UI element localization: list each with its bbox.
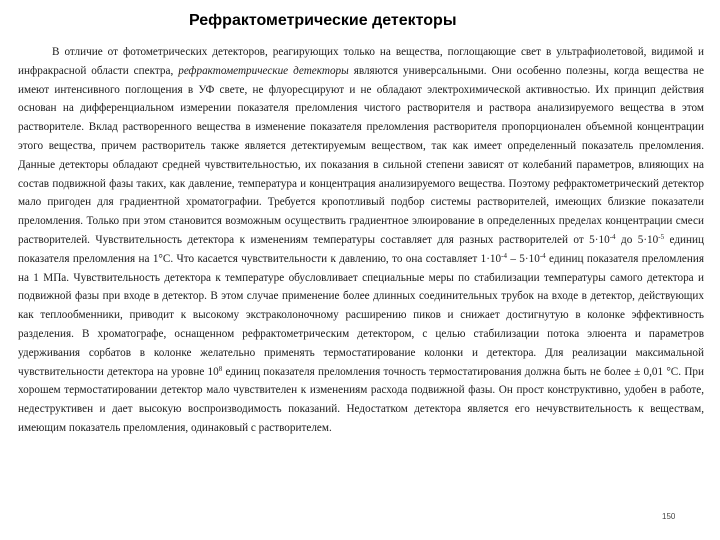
text-segment: – 5·10 xyxy=(506,252,540,265)
exponent: -4 xyxy=(609,232,616,241)
text-segment: единиц показателя преломления точность термостатирования должна быть не более ± 0,01 °С. При хорошем термостатировании детектор мало чувствителен к изменениям расхода подвижной фазы. Он прост конструктивно, удобен в работе, недеструктивен и дает высокую воспроизводимость показаний. Недостатком детектора является его нечувствительность к веществам, имеющим показатель преломления, одинаковый с растворителем. xyxy=(18,365,704,434)
page-number: 150 xyxy=(662,512,676,521)
text-segment: единиц показателя преломления на 1°С. Что касается чувствительности к давлению, то она составляет 1·10 xyxy=(18,233,705,265)
body-paragraph xyxy=(18,43,704,438)
exponent: -5 xyxy=(658,232,665,241)
text-segment: до 5·10 xyxy=(615,233,659,246)
text-segment: В отличие от фотометрических детекторов, реагирующих только на вещества, поглощающие свет в ультрафиолетовой, видимой и инфракрасной области спектра, xyxy=(18,46,704,77)
slide-title: Рефрактометрические детекторы xyxy=(189,12,457,29)
italic-term: рефрактометрические детекторы xyxy=(178,64,349,77)
text-segment: единиц показателя преломления на 1 МПа. Чувствительность детектора к температуре обусловливает специальные меры по стабилизации температуры самого детектора и подвижной фазы при входе в детектор. В этом случае применение более длинных соединительных трубок на входе в детектор, действующих как теплообменники, приводит к высокому экстраколоночному расширению пиков и снижает достигнутую в колонке эффективность разделения. В хроматографе, оснащенном рефрактометрическим детектором, с целью стабилизации потока элюента и параметров удерживания сорбатов в колонке желательно применять термостатирование колонки и детектора. Для реализации максимальной чувствительности детектора на уровне 10 xyxy=(18,252,704,378)
exponent: -4 xyxy=(501,251,507,260)
exponent: -4 xyxy=(539,251,546,260)
exponent: 8 xyxy=(218,364,223,373)
text-segment: являются универсальными. Они особенно полезны, когда вещества не имеют интенсивного поглощения в УФ свете, не флуоресцируют и не обладают электрохимической активностью. Их принцип действия основан на дифференциальном измерении показателя преломления чистого растворителя и раствора анализируемого вещества в этом растворителе. Вклад растворенного вещества в изменение показателя преломления растворителя пропорционален объемной концентрации этого вещества, причем растворитель также является детектируемым веществом, так как имеет определенный показатель преломления. Данные детекторы обладают средней чувствительностью, их показания в сильной степени зависят от колебаний параметров, влияющих на состав подвижной фазы таких, как давление, температура и концентрация анализируемого вещества. Поэтому рефрактометрический детектор мало пригоден для градиентной хроматографии. Требуется кропотливый подбор системы растворителей, имеющих близкие показатели преломления. Только при этом становится возможным осуществить градиентное элюирование в определенных пределах концентрации смеси растворителей. Чувствительность детектора к изменениям температуры составляет для разных растворителей от 5·10 xyxy=(18,64,704,246)
